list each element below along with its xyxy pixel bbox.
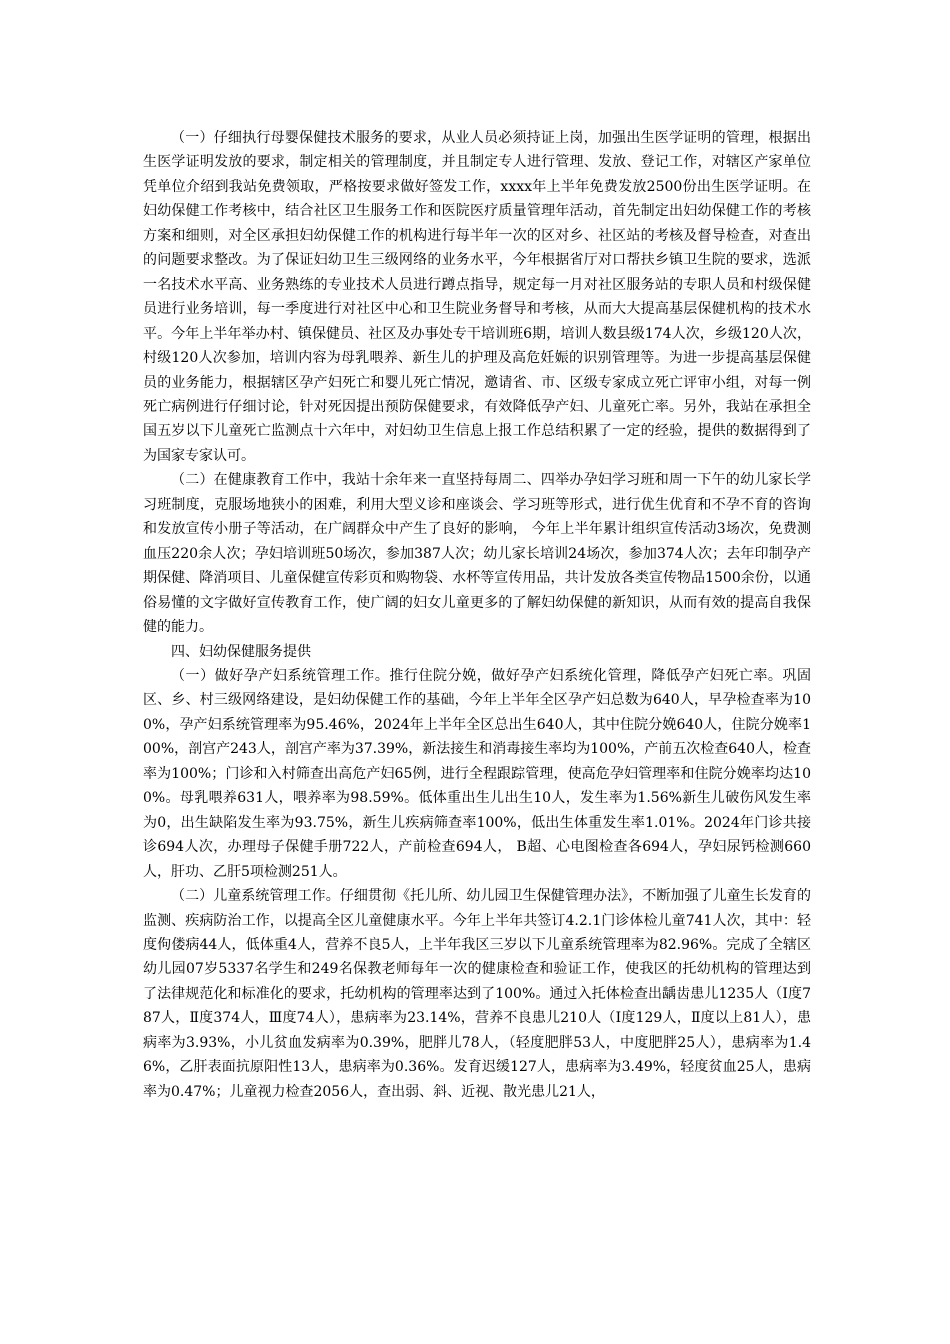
document-page <box>143 126 811 1104</box>
paragraph-child-system-management: （二）儿童系统管理工作。仔细贯彻《托儿所、幼儿园卫生保健管理办法》，不断加强了儿童生长发育的监测、疾病防治工作，以提高全区儿童健康水平。今年上半年共签订4.2.1门诊体检儿童741人次，其中：轻度佝偻病44人，低体重4人，营养不良5人，上半年我区三岁以下儿童系统管理率为82.96%。完成了全辖区幼儿园07岁5337名学生和249名保教老师每年一次的健康检查和验证工作，使我区的托幼机构的管理达到了法律规范化和标准化的要求，托幼机构的管理率达到了100%。通过入托体检查出龋齿患儿1235人（Ⅰ度787人，Ⅱ度374人，Ⅲ度74人），患病率为23.14%，营养不良患儿210人（Ⅰ度129人，Ⅱ度以上81人），患病率为3.93%，小儿贫血发病率为0.39%，肥胖儿78人，（轻度肥胖53人，中度肥胖25人），患病率为1.46%，乙肝表面抗原阳性13人，患病率为0.36%。发育迟缓127人，患病率为3.49%，轻度贫血25人，患病率为0.47%；儿童视力检查2056人，查出弱、斜、近视、散光患儿21人， <box>143 888 811 1100</box>
paragraph-maternal-system-management: （一）做好孕产妇系统管理工作。推行住院分娩，做好孕产妇系统化管理，降低孕产妇死亡率。巩固区、乡、村三级网络建设，是妇幼保健工作的基础，今年上半年全区孕产妇总数为640人，早孕检查率为100%，孕产妇系统管理率为95.46%，2024年上半年全区总出生640人，其中住院分娩640人，住院分娩率100%，剖宫产243人，剖宫产率为37.39%，新法接生和消毒接生率均为100%，产前五次检查640人，检查率为100%；门诊和入村筛查出高危产妇65例，进行全程跟踪管理，使高危孕妇管理率和住院分娩率均达100%。母乳喂养631人，喂养率为98.59%。低体重出生儿出生10人，发生率为1.56%新生儿破伤风发生率为0，出生缺陷发生率为93.75%，新生儿疾病筛查率100%，低出生体重发生率1.01%。2024年门诊共接诊694人次，办理母子保健手册722人，产前检查694人， B超、心电图检查各694人，孕妇尿钙检测660人，肝功、乙肝5项检测251人。 <box>143 667 811 880</box>
paragraph-health-education: （二）在健康教育工作中，我站十余年来一直坚持每周二、四举办孕妇学习班和周一下午的幼儿家长学习班制度，克服场地狭小的困难，利用大型义诊和座谈会、学习班等形式，进行优生优育和不孕不育的咨询和发放宣传小册子等活动，在广阔群众中产生了良好的影响， 今年上半年累计组织宣传活动3场次，免费测血压220余人次；孕妇培训班50场次，参加387人次；幼儿家长培训24场次，参加374人次；去年印制孕产期保健、降消项目、儿童保健宣传彩页和购物袋、水杯等宣传用品，共计发放各类宣传物品1500余份，以通俗易懂的文字做好宣传教育工作，使广阔的妇女儿童更多的了解妇幼保健的新知识，从而有效的提高自我保健的能力。 <box>143 472 811 636</box>
paragraph-maternal-infant-services: （一）仔细执行母婴保健技术服务的要求，从业人员必须持证上岗，加强出生医学证明的管理，根据出生医学证明发放的要求，制定相关的管理制度，并且制定专人进行管理、发放、登记工作，对辖区产家单位凭单位介绍到我站免费领取，严格按要求做好签发工作，xxxx年上半年免费发放2500份出生医学证明。在妇幼保健工作考核中，结合社区卫生服务工作和医院医疗质量管理年活动，首先制定出妇幼保健工作的考核方案和细则，对全区承担妇幼保健工作的机构进行每半年一次的区对乡、社区站的考核及督导检查，对查出的问题要求整改。为了保证妇幼卫生三级网络的业务水平，今年根据省厅对口帮扶乡镇卫生院的要求，选派一名技术水平高、业务熟练的专业技术人员进行蹲点指导，规定每一月对社区服务站的专职人员和村级保健员进行业务培训，每一季度进行对社区中心和卫生院业务督导和考核，从而大大提高基层保健机构的技术水平。今年上半年举办村、镇保健员、社区及办事处专干培训班6期，培训人数县级174人次，乡级120人次，村级120人次参加，培训内容为母乳喂养、新生儿的护理及高危妊娠的识别管理等。为进一步提高基层保健员的业务能力，根据辖区孕产妇死亡和婴儿死亡情况，邀请省、市、区级专家成立死亡评审小组，对每一例死亡病例进行仔细讨论，针对死因提出预防保健要求，有效降低孕产妇、儿童死亡率。另外，我站在承担全国五岁以下儿童死亡监测点十六年中，对妇幼卫生信息上报工作总结积累了一定的经验，提供的数据得到了为国家专家认可。 <box>143 130 811 464</box>
section-heading-service-provision: 四、妇幼保健服务提供 <box>171 643 311 660</box>
